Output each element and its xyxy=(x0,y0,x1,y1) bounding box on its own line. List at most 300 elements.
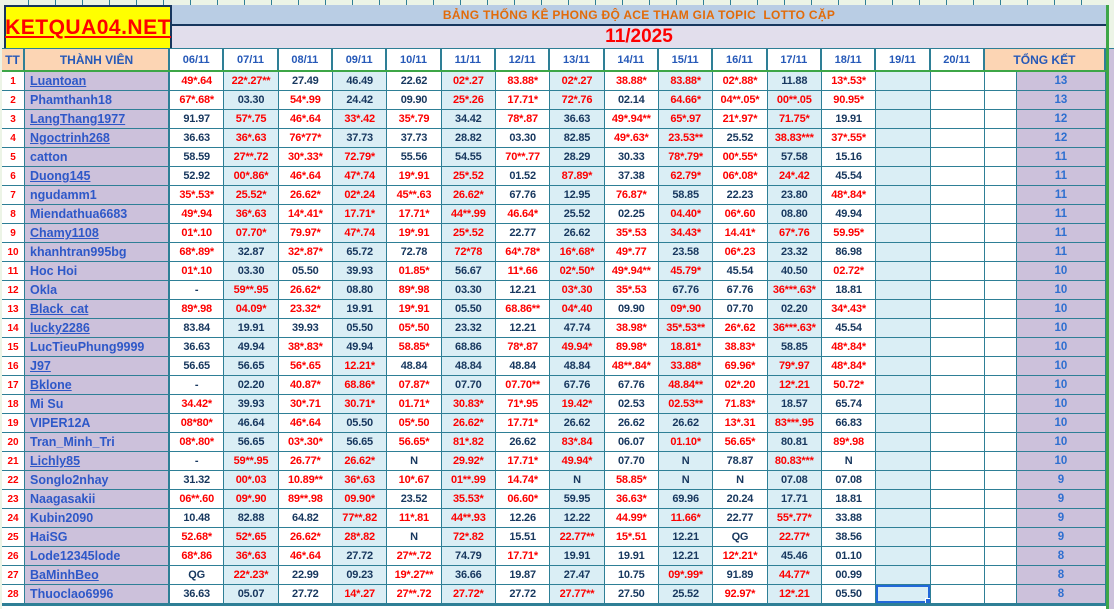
score-cell[interactable]: 27.47 xyxy=(550,566,604,585)
total-cell[interactable]: 10 xyxy=(1017,357,1106,376)
score-cell[interactable]: 11*.81 xyxy=(387,509,441,528)
score-cell[interactable]: 00*.86* xyxy=(224,167,278,186)
score-cell[interactable]: N xyxy=(822,452,876,471)
row-number[interactable]: 7 xyxy=(2,186,25,205)
row-number[interactable]: 8 xyxy=(2,205,25,224)
row-number[interactable]: 13 xyxy=(2,300,25,319)
member-name[interactable]: Miendathua6683 xyxy=(25,205,170,224)
score-cell[interactable]: 19.91 xyxy=(333,300,387,319)
score-cell[interactable]: 01**.99 xyxy=(442,471,496,490)
score-cell[interactable]: 15.16 xyxy=(822,148,876,167)
score-cell[interactable]: 06*.23 xyxy=(713,243,767,262)
score-cell[interactable]: 06*.60 xyxy=(713,205,767,224)
score-cell[interactable]: 31.32 xyxy=(170,471,224,490)
score-cell[interactable] xyxy=(931,300,985,319)
score-cell[interactable] xyxy=(931,547,985,566)
score-cell[interactable]: 49.94 xyxy=(224,338,278,357)
score-cell[interactable]: 71*.95 xyxy=(496,395,550,414)
score-cell[interactable] xyxy=(931,509,985,528)
score-cell[interactable] xyxy=(931,224,985,243)
score-cell[interactable]: N xyxy=(387,528,441,547)
score-cell[interactable]: 06**.60 xyxy=(170,490,224,509)
spacer-cell[interactable] xyxy=(985,547,1017,566)
score-cell[interactable]: 36.63 xyxy=(170,585,224,604)
score-cell[interactable]: 23.52 xyxy=(387,490,441,509)
score-cell[interactable]: 66.83 xyxy=(822,414,876,433)
score-cell[interactable] xyxy=(876,357,930,376)
score-cell[interactable]: 52*.65 xyxy=(224,528,278,547)
member-name[interactable]: Lichly85 xyxy=(25,452,170,471)
score-cell[interactable]: 37.38 xyxy=(605,167,659,186)
score-cell[interactable]: 52.92 xyxy=(170,167,224,186)
score-cell[interactable]: 64.82 xyxy=(279,509,333,528)
row-number[interactable]: 26 xyxy=(2,547,25,566)
score-cell[interactable]: 26.62* xyxy=(279,186,333,205)
row-number[interactable]: 24 xyxy=(2,509,25,528)
score-cell[interactable]: 38.56 xyxy=(822,528,876,547)
date-column-header[interactable]: 06/11 xyxy=(170,48,224,70)
score-cell[interactable]: 35*.53* xyxy=(170,186,224,205)
score-cell[interactable]: 17.71* xyxy=(333,205,387,224)
score-cell[interactable]: 37*.55* xyxy=(822,129,876,148)
score-cell[interactable]: 23.32* xyxy=(279,300,333,319)
score-cell[interactable]: 05*.50 xyxy=(387,319,441,338)
score-cell[interactable] xyxy=(931,148,985,167)
score-cell[interactable]: 49*.94** xyxy=(605,262,659,281)
score-cell[interactable]: 40.50 xyxy=(768,262,822,281)
score-cell[interactable]: 27**.72 xyxy=(387,547,441,566)
score-cell[interactable]: 19.91 xyxy=(822,110,876,129)
spacer-cell[interactable] xyxy=(985,338,1017,357)
score-cell[interactable] xyxy=(876,148,930,167)
score-cell[interactable] xyxy=(876,490,930,509)
score-cell[interactable]: 40.87* xyxy=(279,376,333,395)
member-name[interactable]: Hoc Hoi xyxy=(25,262,170,281)
score-cell[interactable]: 06.60* xyxy=(496,490,550,509)
spacer-cell[interactable] xyxy=(985,110,1017,129)
score-cell[interactable] xyxy=(876,167,930,186)
score-cell[interactable]: 28.29 xyxy=(550,148,604,167)
total-cell[interactable]: 10 xyxy=(1017,414,1106,433)
member-name[interactable]: khanhtran995bg xyxy=(25,243,170,262)
date-column-header[interactable]: 15/11 xyxy=(659,48,713,70)
score-cell[interactable] xyxy=(876,433,930,452)
score-cell[interactable]: 56.65 xyxy=(170,357,224,376)
score-cell[interactable]: 46*.64 xyxy=(279,167,333,186)
score-cell[interactable] xyxy=(931,110,985,129)
score-cell[interactable]: 82.85 xyxy=(550,129,604,148)
score-cell[interactable]: 26.62* xyxy=(279,281,333,300)
score-cell[interactable]: 47*.74 xyxy=(333,224,387,243)
score-cell[interactable]: 89*.98 xyxy=(170,300,224,319)
score-cell[interactable]: 45.54 xyxy=(822,319,876,338)
score-cell[interactable] xyxy=(876,376,930,395)
score-cell[interactable]: 29.92* xyxy=(442,452,496,471)
row-number[interactable]: 14 xyxy=(2,319,25,338)
score-cell[interactable]: 03.30 xyxy=(224,262,278,281)
score-cell[interactable]: 55.56 xyxy=(387,148,441,167)
score-cell[interactable]: 49*.63* xyxy=(605,129,659,148)
total-cell[interactable]: 11 xyxy=(1017,243,1106,262)
score-cell[interactable]: 25.52 xyxy=(713,129,767,148)
total-cell[interactable]: 11 xyxy=(1017,148,1106,167)
spacer-cell[interactable] xyxy=(985,471,1017,490)
score-cell[interactable]: 78.87 xyxy=(713,452,767,471)
score-cell[interactable]: 01.10* xyxy=(659,433,713,452)
score-cell[interactable]: 36.63 xyxy=(550,110,604,129)
score-cell[interactable]: 36*.63 xyxy=(224,547,278,566)
score-cell[interactable]: 79.97* xyxy=(279,224,333,243)
score-cell[interactable]: 20.24 xyxy=(713,490,767,509)
score-cell[interactable]: 78*.87 xyxy=(496,338,550,357)
score-cell[interactable] xyxy=(876,338,930,357)
score-cell[interactable]: 30.33 xyxy=(605,148,659,167)
score-cell[interactable]: 07.70 xyxy=(442,376,496,395)
member-name[interactable]: Kubin2090 xyxy=(25,509,170,528)
member-name[interactable]: Songlo2nhay xyxy=(25,471,170,490)
score-cell[interactable]: 82.88 xyxy=(224,509,278,528)
spacer-cell[interactable] xyxy=(985,167,1017,186)
member-name[interactable]: Ngoctrinh268 xyxy=(25,129,170,148)
score-cell[interactable] xyxy=(876,414,930,433)
score-cell[interactable]: 38*.83* xyxy=(279,338,333,357)
score-cell[interactable]: 21*.97* xyxy=(713,110,767,129)
score-cell[interactable]: 25*.52 xyxy=(442,224,496,243)
score-cell[interactable] xyxy=(876,585,930,604)
score-cell[interactable]: 32.87 xyxy=(224,243,278,262)
row-number[interactable]: 4 xyxy=(2,129,25,148)
score-cell[interactable]: 02.20 xyxy=(224,376,278,395)
score-cell[interactable]: 76*77* xyxy=(279,129,333,148)
score-cell[interactable]: 05.50 xyxy=(279,262,333,281)
member-name[interactable]: HaiSG xyxy=(25,528,170,547)
score-cell[interactable]: 35*.53** xyxy=(659,319,713,338)
score-cell[interactable]: 17.71 xyxy=(768,490,822,509)
score-cell[interactable]: 72*.76 xyxy=(550,91,604,110)
score-cell[interactable]: 02*.27 xyxy=(442,72,496,91)
row-number[interactable]: 23 xyxy=(2,490,25,509)
score-cell[interactable]: 45.54 xyxy=(822,167,876,186)
score-cell[interactable]: 59**.95 xyxy=(224,281,278,300)
score-cell[interactable]: 56.65 xyxy=(224,357,278,376)
score-cell[interactable]: 74.79 xyxy=(442,547,496,566)
score-cell[interactable]: 23.80 xyxy=(768,186,822,205)
score-cell[interactable]: 25.52 xyxy=(550,205,604,224)
score-cell[interactable] xyxy=(876,300,930,319)
score-cell[interactable]: 09*.90 xyxy=(224,490,278,509)
score-cell[interactable]: 39.93 xyxy=(333,262,387,281)
row-number[interactable]: 5 xyxy=(2,148,25,167)
score-cell[interactable]: 49.94 xyxy=(822,205,876,224)
score-cell[interactable]: 90.95* xyxy=(822,91,876,110)
total-cell[interactable]: 8 xyxy=(1017,547,1106,566)
row-number[interactable]: 18 xyxy=(2,395,25,414)
date-column-header[interactable]: 18/11 xyxy=(822,48,876,70)
score-cell[interactable]: 25*.26 xyxy=(442,91,496,110)
score-cell[interactable]: 23.32 xyxy=(768,243,822,262)
score-cell[interactable]: 13*.31 xyxy=(713,414,767,433)
score-cell[interactable]: 25*.52 xyxy=(442,167,496,186)
score-cell[interactable]: 19*.27** xyxy=(387,566,441,585)
score-cell[interactable]: 48*.84* xyxy=(822,357,876,376)
score-cell[interactable]: N xyxy=(659,471,713,490)
score-cell[interactable]: 04.40* xyxy=(659,205,713,224)
score-cell[interactable]: 45**.63 xyxy=(387,186,441,205)
score-cell[interactable]: 00.99 xyxy=(822,566,876,585)
spacer-cell[interactable] xyxy=(985,585,1017,604)
spacer-cell[interactable] xyxy=(985,452,1017,471)
score-cell[interactable]: 44**.93 xyxy=(442,509,496,528)
score-cell[interactable]: - xyxy=(170,376,224,395)
score-cell[interactable]: 12*.21 xyxy=(768,585,822,604)
score-cell[interactable]: 56.67 xyxy=(442,262,496,281)
spacer-cell[interactable] xyxy=(985,129,1017,148)
member-name[interactable]: LucTieuPhung9999 xyxy=(25,338,170,357)
date-column-header[interactable]: 07/11 xyxy=(224,48,278,70)
score-cell[interactable]: 46*.64 xyxy=(279,110,333,129)
score-cell[interactable]: 67*.68* xyxy=(170,91,224,110)
score-cell[interactable]: 89*.98 xyxy=(822,433,876,452)
row-number[interactable]: 20 xyxy=(2,433,25,452)
score-cell[interactable]: 48.84 xyxy=(442,357,496,376)
spacer-cell[interactable] xyxy=(985,72,1017,91)
score-cell[interactable]: 22.77 xyxy=(713,509,767,528)
member-name[interactable]: Bklone xyxy=(25,376,170,395)
score-cell[interactable]: 64.66* xyxy=(659,91,713,110)
score-cell[interactable]: 01*.10 xyxy=(170,262,224,281)
member-name[interactable]: Black_cat xyxy=(25,300,170,319)
score-cell[interactable]: 02.53 xyxy=(605,395,659,414)
score-cell[interactable]: 49.94* xyxy=(550,338,604,357)
score-cell[interactable]: 55*.77* xyxy=(768,509,822,528)
score-cell[interactable]: 05.50 xyxy=(333,319,387,338)
score-cell[interactable] xyxy=(931,585,985,604)
score-cell[interactable]: 83.88* xyxy=(496,72,550,91)
spacer-cell[interactable] xyxy=(985,300,1017,319)
score-cell[interactable]: 04*.40 xyxy=(550,300,604,319)
score-cell[interactable]: 01.52 xyxy=(496,167,550,186)
score-cell[interactable] xyxy=(931,452,985,471)
score-cell[interactable]: 12.21 xyxy=(659,528,713,547)
row-number[interactable]: 19 xyxy=(2,414,25,433)
tt-column-header[interactable]: TT xyxy=(2,48,25,70)
score-cell[interactable] xyxy=(931,186,985,205)
member-name[interactable]: Naagasakii xyxy=(25,490,170,509)
score-cell[interactable]: 46.49 xyxy=(333,72,387,91)
score-cell[interactable]: 02.25 xyxy=(605,205,659,224)
score-cell[interactable]: 09.23 xyxy=(333,566,387,585)
score-cell[interactable]: 02*.24 xyxy=(333,186,387,205)
score-cell[interactable]: 70**.77 xyxy=(496,148,550,167)
score-cell[interactable]: 17.71* xyxy=(496,452,550,471)
score-cell[interactable]: 48.84 xyxy=(496,357,550,376)
total-cell[interactable]: 11 xyxy=(1017,205,1106,224)
score-cell[interactable]: 22*.27** xyxy=(224,72,278,91)
total-cell[interactable]: 10 xyxy=(1017,452,1106,471)
score-cell[interactable]: 58.59 xyxy=(170,148,224,167)
score-cell[interactable]: 36.66 xyxy=(442,566,496,585)
score-cell[interactable] xyxy=(931,566,985,585)
score-cell[interactable]: 34.42 xyxy=(442,110,496,129)
score-cell[interactable]: 12*.21* xyxy=(713,547,767,566)
score-cell[interactable]: 83.88* xyxy=(659,72,713,91)
score-cell[interactable] xyxy=(876,205,930,224)
score-cell[interactable]: 08.80 xyxy=(333,281,387,300)
score-cell[interactable]: 59.95* xyxy=(822,224,876,243)
total-cell[interactable]: 10 xyxy=(1017,395,1106,414)
score-cell[interactable] xyxy=(876,224,930,243)
score-cell[interactable]: 46.64* xyxy=(496,205,550,224)
score-cell[interactable]: 10.48 xyxy=(170,509,224,528)
score-cell[interactable]: 91.89 xyxy=(713,566,767,585)
score-cell[interactable]: 26.62 xyxy=(550,414,604,433)
score-cell[interactable]: 38.83* xyxy=(713,338,767,357)
score-cell[interactable]: 07.70* xyxy=(224,224,278,243)
row-number[interactable]: 27 xyxy=(2,566,25,585)
score-cell[interactable]: 03*.30* xyxy=(279,433,333,452)
score-cell[interactable] xyxy=(931,376,985,395)
score-cell[interactable]: 58.85 xyxy=(768,338,822,357)
row-number[interactable]: 10 xyxy=(2,243,25,262)
score-cell[interactable]: 27.72 xyxy=(279,585,333,604)
row-number[interactable]: 22 xyxy=(2,471,25,490)
score-cell[interactable]: 05.50 xyxy=(822,585,876,604)
score-cell[interactable]: 13*.53* xyxy=(822,72,876,91)
score-cell[interactable] xyxy=(931,91,985,110)
score-cell[interactable] xyxy=(876,509,930,528)
score-cell[interactable]: 01.85* xyxy=(387,262,441,281)
date-column-header[interactable]: 11/11 xyxy=(442,48,496,70)
row-number[interactable]: 2 xyxy=(2,91,25,110)
score-cell[interactable]: 37.73 xyxy=(387,129,441,148)
score-cell[interactable]: 44**.99 xyxy=(442,205,496,224)
score-cell[interactable]: 09.90* xyxy=(333,490,387,509)
member-name[interactable]: Phamthanh18 xyxy=(25,91,170,110)
total-cell[interactable]: 13 xyxy=(1017,72,1106,91)
score-cell[interactable]: 46.64 xyxy=(224,414,278,433)
score-cell[interactable]: 36.63 xyxy=(170,338,224,357)
spacer-cell[interactable] xyxy=(985,395,1017,414)
score-cell[interactable]: 36*.63 xyxy=(333,471,387,490)
row-number[interactable]: 11 xyxy=(2,262,25,281)
row-number[interactable]: 1 xyxy=(2,72,25,91)
member-name[interactable]: lucky2286 xyxy=(25,319,170,338)
total-cell[interactable]: 10 xyxy=(1017,262,1106,281)
score-cell[interactable]: 03.30 xyxy=(224,91,278,110)
score-cell[interactable]: 57*.75 xyxy=(224,110,278,129)
score-cell[interactable]: 48**.84* xyxy=(605,357,659,376)
score-cell[interactable]: 22.77 xyxy=(496,224,550,243)
date-column-header[interactable]: 10/11 xyxy=(387,48,441,70)
member-name[interactable]: Tran_Minh_Tri xyxy=(25,433,170,452)
score-cell[interactable]: 00*.55* xyxy=(713,148,767,167)
score-cell[interactable]: 30.71* xyxy=(333,395,387,414)
score-cell[interactable]: 18.57 xyxy=(768,395,822,414)
spacer-cell[interactable] xyxy=(985,148,1017,167)
score-cell[interactable]: 09*.90 xyxy=(659,300,713,319)
total-cell[interactable]: 13 xyxy=(1017,91,1106,110)
score-cell[interactable]: 22.23 xyxy=(713,186,767,205)
score-cell[interactable]: 68.86* xyxy=(333,376,387,395)
score-cell[interactable]: 19*.91 xyxy=(387,224,441,243)
score-cell[interactable]: 12.21 xyxy=(659,547,713,566)
score-cell[interactable]: 71.75* xyxy=(768,110,822,129)
score-cell[interactable] xyxy=(931,338,985,357)
score-cell[interactable]: 07.08 xyxy=(822,471,876,490)
score-cell[interactable]: 08*80* xyxy=(170,414,224,433)
score-cell[interactable]: 35*.79 xyxy=(387,110,441,129)
score-cell[interactable]: 71.83* xyxy=(713,395,767,414)
score-cell[interactable]: 09.90 xyxy=(605,300,659,319)
score-cell[interactable]: 12.95 xyxy=(550,186,604,205)
score-cell[interactable]: 56*.65 xyxy=(279,357,333,376)
score-cell[interactable]: 12.21* xyxy=(333,357,387,376)
member-name[interactable]: Chamy1108 xyxy=(25,224,170,243)
score-cell[interactable]: 18.81* xyxy=(659,338,713,357)
score-cell[interactable]: 26.62 xyxy=(550,224,604,243)
score-cell[interactable]: 12.21 xyxy=(496,319,550,338)
total-cell[interactable]: 10 xyxy=(1017,300,1106,319)
score-cell[interactable]: N xyxy=(550,471,604,490)
score-cell[interactable]: 45.54 xyxy=(713,262,767,281)
score-cell[interactable]: 26.62 xyxy=(496,433,550,452)
member-column-header[interactable]: THÀNH VIÊN xyxy=(25,48,170,70)
score-cell[interactable]: 65*.97 xyxy=(659,110,713,129)
score-cell[interactable]: 11*.66 xyxy=(496,262,550,281)
score-cell[interactable] xyxy=(931,414,985,433)
total-cell[interactable]: 12 xyxy=(1017,110,1106,129)
score-cell[interactable]: 76.87* xyxy=(605,186,659,205)
score-cell[interactable]: 81*.82 xyxy=(442,433,496,452)
score-cell[interactable] xyxy=(876,243,930,262)
score-cell[interactable]: 36*.63 xyxy=(224,205,278,224)
score-cell[interactable]: 32*.87* xyxy=(279,243,333,262)
score-cell[interactable]: 68.86 xyxy=(442,338,496,357)
score-cell[interactable]: 49.94* xyxy=(550,452,604,471)
score-cell[interactable]: 67.76 xyxy=(713,281,767,300)
total-column-header[interactable]: TỔNG KẾT xyxy=(985,48,1106,70)
spacer-cell[interactable] xyxy=(985,414,1017,433)
score-cell[interactable]: 26.62* xyxy=(442,414,496,433)
score-cell[interactable]: 19.91 xyxy=(605,547,659,566)
score-cell[interactable]: 02*.50* xyxy=(550,262,604,281)
score-cell[interactable]: 14.74* xyxy=(496,471,550,490)
spacer-cell[interactable] xyxy=(985,205,1017,224)
score-cell[interactable]: 07.87* xyxy=(387,376,441,395)
row-number[interactable]: 6 xyxy=(2,167,25,186)
score-cell[interactable]: 03.30 xyxy=(442,281,496,300)
score-cell[interactable] xyxy=(931,319,985,338)
score-cell[interactable]: 27**.72 xyxy=(387,585,441,604)
score-cell[interactable]: 59**.95 xyxy=(224,452,278,471)
score-cell[interactable]: 48.84 xyxy=(550,357,604,376)
score-cell[interactable]: 09.90 xyxy=(387,91,441,110)
score-cell[interactable]: 14*.41* xyxy=(279,205,333,224)
score-cell[interactable]: 19.91 xyxy=(224,319,278,338)
total-cell[interactable]: 8 xyxy=(1017,585,1106,604)
date-column-header[interactable]: 08/11 xyxy=(279,48,333,70)
total-cell[interactable]: 11 xyxy=(1017,224,1106,243)
score-cell[interactable]: 46*.64 xyxy=(279,547,333,566)
score-cell[interactable]: 30.83* xyxy=(442,395,496,414)
score-cell[interactable]: 19*.91 xyxy=(387,300,441,319)
score-cell[interactable]: 39.93 xyxy=(279,319,333,338)
score-cell[interactable] xyxy=(876,319,930,338)
score-cell[interactable]: 12*.21 xyxy=(768,376,822,395)
score-cell[interactable]: 67*.76 xyxy=(768,224,822,243)
total-cell[interactable]: 10 xyxy=(1017,338,1106,357)
date-column-header[interactable]: 09/11 xyxy=(333,48,387,70)
